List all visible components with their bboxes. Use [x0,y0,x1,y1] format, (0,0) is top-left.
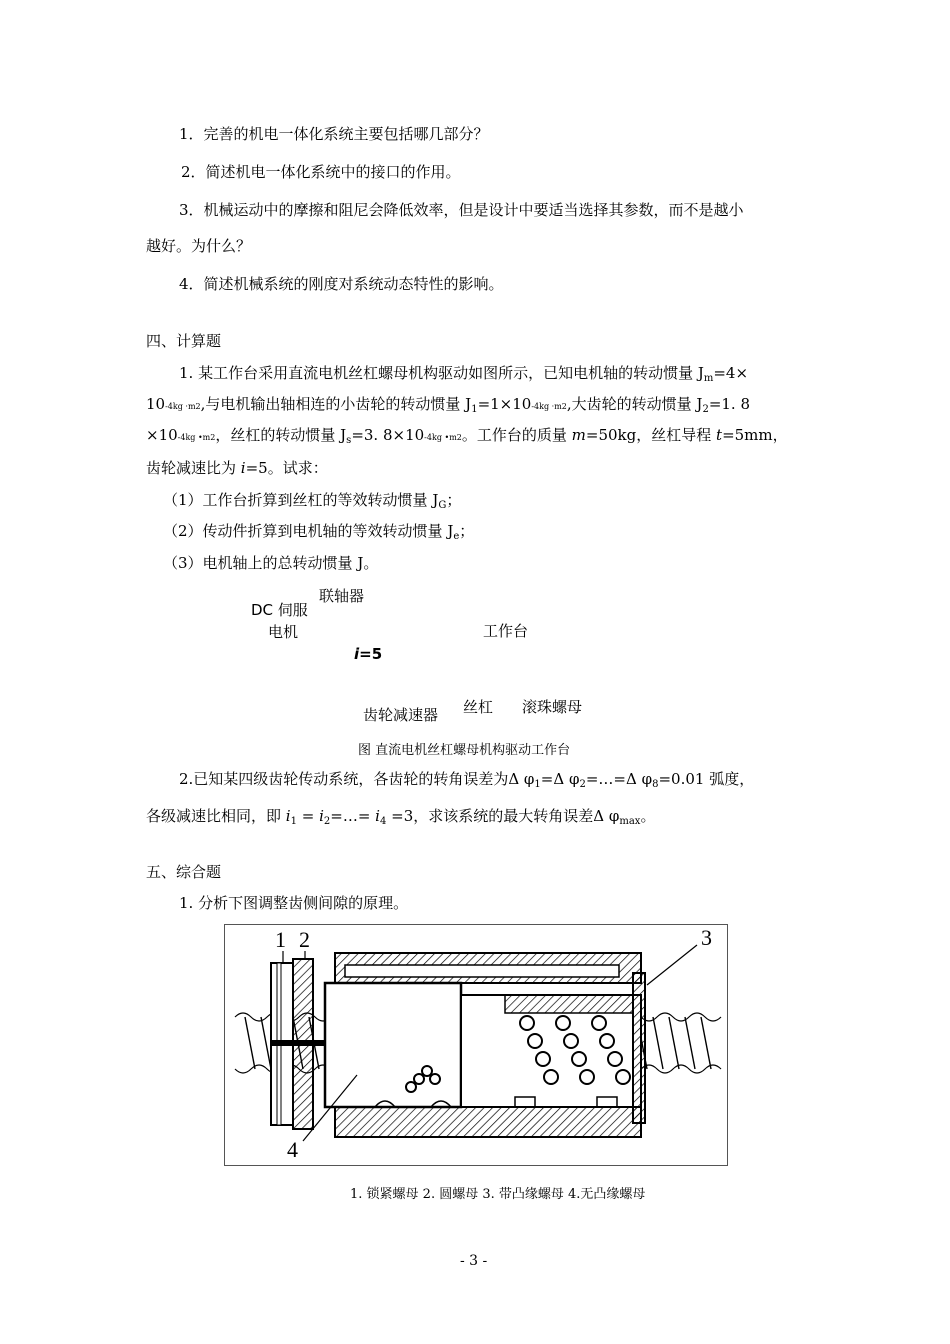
calc-problem-2-line2: 各级减速比相同，即 $i_1$ = $i_2=\dots= i_4 =3$，求该系统的最大转角误差Δ $\varphi_{max}$。 [146,807,656,827]
sub-question-3: （3）电机轴上的总转动惯量 J。 [163,554,379,572]
callout-1: 1 [275,927,286,952]
synthesis-question-1: 1. 分析下图调整齿侧间隙的原理。 [179,894,409,912]
page-number: - 3 - [460,1253,488,1269]
diagram-caption: 1. 锁紧螺母 2. 圆螺母 3. 带凸缘螺母 4.无凸缘螺母 [350,1187,646,1202]
calc-problem-1-line2: 10-4kg ·m2,与电机输出轴相连的小齿轮的转动惯量 $J_1=1\times 10-4kg \cdot m2$,大齿轮的转动惯量 $J_2=1$. 8 [146,395,751,415]
question-2: 2．简述机电一体化系统中的接口的作用。 [181,163,461,181]
ball-screw-diagram [224,924,728,1166]
section4-heading: 四、计算题 [146,332,222,350]
figure-label-motor: 电机 [268,623,299,641]
figure-label-lead-screw: 丝杠 [463,698,494,716]
callout-2: 2 [299,927,310,952]
figure-label-worktable: 工作台 [483,622,529,640]
calc-problem-1-line4: 齿轮减速比为 i=5。试求： [146,459,328,477]
calc-problem-1-line3: ×10-4kg •m2，丝杠的转动惯量 $J_s=3$. 8×10-4kg •m2。工作台的质量 m=50kg，丝杠导程 t=5mm， [146,426,788,446]
sub-question-2: （2）传动件折算到电机轴的等效转动惯量 $J_e$； [163,522,475,542]
callout-4: 4 [287,1137,298,1162]
question-3-line1: 3．机械运动中的摩擦和阻尼会降低效率，但是设计中要适当选择其参数，而不是越小 [179,201,744,219]
figure-label-gear-reducer: 齿轮减速器 [363,706,439,724]
figure-caption: 图 直流电机丝杠螺母机构驱动工作台 [358,743,571,758]
figure-label-ball-nut: 滚珠螺母 [522,698,583,716]
question-3-line2: 越好。为什么？ [146,237,252,255]
section5-heading: 五、综合题 [146,863,222,881]
question-4: 4．简述机械系统的刚度对系统动态特性的影响。 [179,275,504,293]
calc-problem-1-line1: 1. 某工作台采用直流电机丝杠螺母机构驱动如图所示，已知电机轴的转动惯量 $J_m=4\times$ [179,364,749,384]
calc-problem-2-line1: 2.已知某四级齿轮传动系统，各齿轮的转角误差为Δ $\varphi_1=\Delta$ $\varphi_2=\dots=\Delta$ $\varphi_8=0.01$ 弧度， [179,770,755,790]
figure-label-dc-servo: DC 伺服 [251,601,308,619]
question-1: 1．完善的机电一体化系统主要包括哪几部分？ [179,125,489,143]
ball-screw-drawing [225,925,727,1165]
sub-question-1: （1）工作台折算到丝杠的等效转动惯量 $J_G$； [163,491,462,511]
figure-label-ratio: i=5 [354,645,383,663]
callout-3: 3 [701,925,712,950]
figure-label-coupling: 联轴器 [319,587,365,605]
